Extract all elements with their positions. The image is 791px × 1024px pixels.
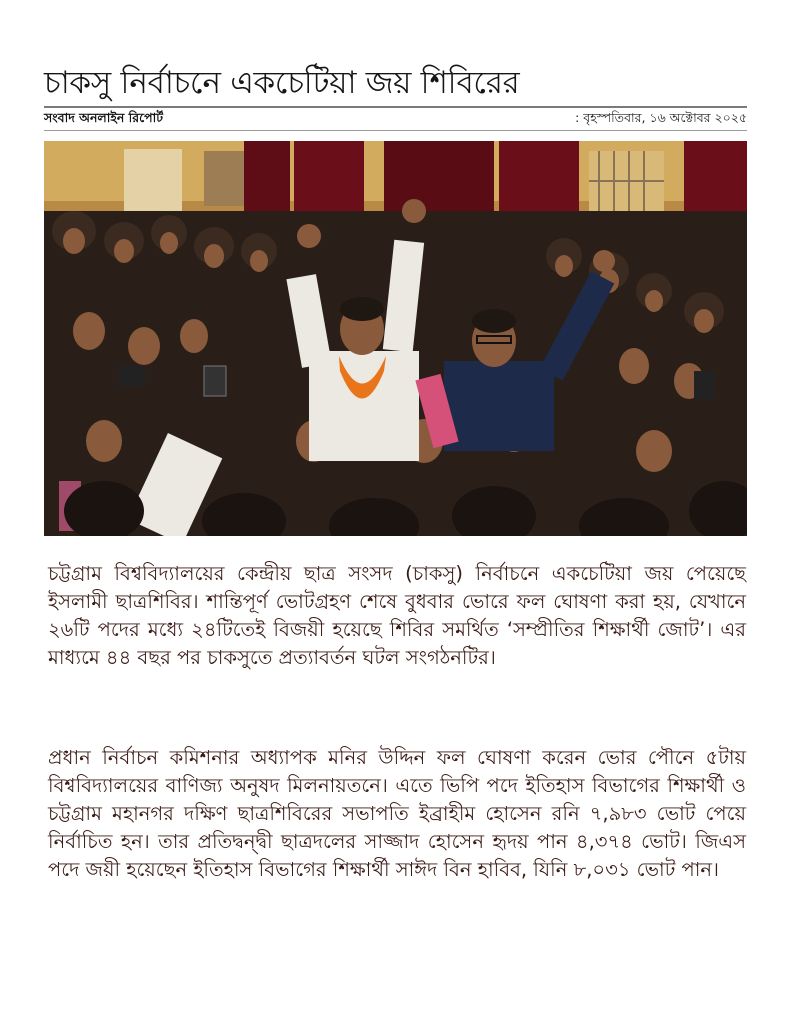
paragraph-1: চট্টগ্রাম বিশ্ববিদ্যালয়ের কেন্দ্রীয় ছাত্র সংসদ (চাকসু) নির্বাচনে একচেটিয়া জয় পেয়েছে ইসলামী ছাত্রশিবির। শান্তিপূর্ণ ভোটগ্রহণ শেষে বুধবার ভোরে ফল ঘোষণা করা হয়, যেখানে ২৬টি পদের মধ্যে ২৪টিতেই বিজয়ী হয়েছে শিবির সমর্থিত ‘সম্প্রীতির শিক্ষার্থী জোট’। এর মাধ্যমে ৪৪ বছর পর চাকসুতে প্রত্যাবর্তন ঘটল সংগঠনটির। (48, 562, 747, 669)
byline: সংবাদ অনলাইন রিপোর্ট (44, 110, 164, 125)
header-rule-bottom (44, 130, 747, 131)
news-photo (44, 141, 747, 536)
dateline: : বৃহস্পতিবার, ১৬ অক্টোবর ২০২৫ (575, 110, 747, 125)
photo-crowd-celebration-icon (44, 141, 747, 536)
paragraph-2: প্রধান নির্বাচন কমিশনার অধ্যাপক মনির উদ্দিন ফল ঘোষণা করেন ভোর পৌনে ৫টায় বিশ্ববিদ্যালয়ের বাণিজ্য অনুষদ মিলনায়তনে। এতে ভিপি পদে ইতিহাস বিভাগের শিক্ষার্থী ও চট্টগ্রাম মহানগর দক্ষিণ ছাত্রশিবিরের সভাপতি ইব্রাহীম হোসেন রনি ৭,৯৮৩ ভোট পেয়ে নির্বাচিত হন। তার প্রতিদ্বন্দ্বী ছাত্রদলের সাজ্জাদ হোসেন হৃদয় পান ৪,৩৭৪ ভোট। জিএস পদে জয়ী হয়েছেন ইতিহাস বিভাগের শিক্ষার্থী সাঈদ বিন হাবিব, যিনি ৮,০৩১ ভোট পান। (48, 746, 746, 881)
headline: চাকসু নির্বাচনে একচেটিয়া জয় শিবিরের (44, 64, 520, 101)
byline-row (44, 108, 747, 130)
